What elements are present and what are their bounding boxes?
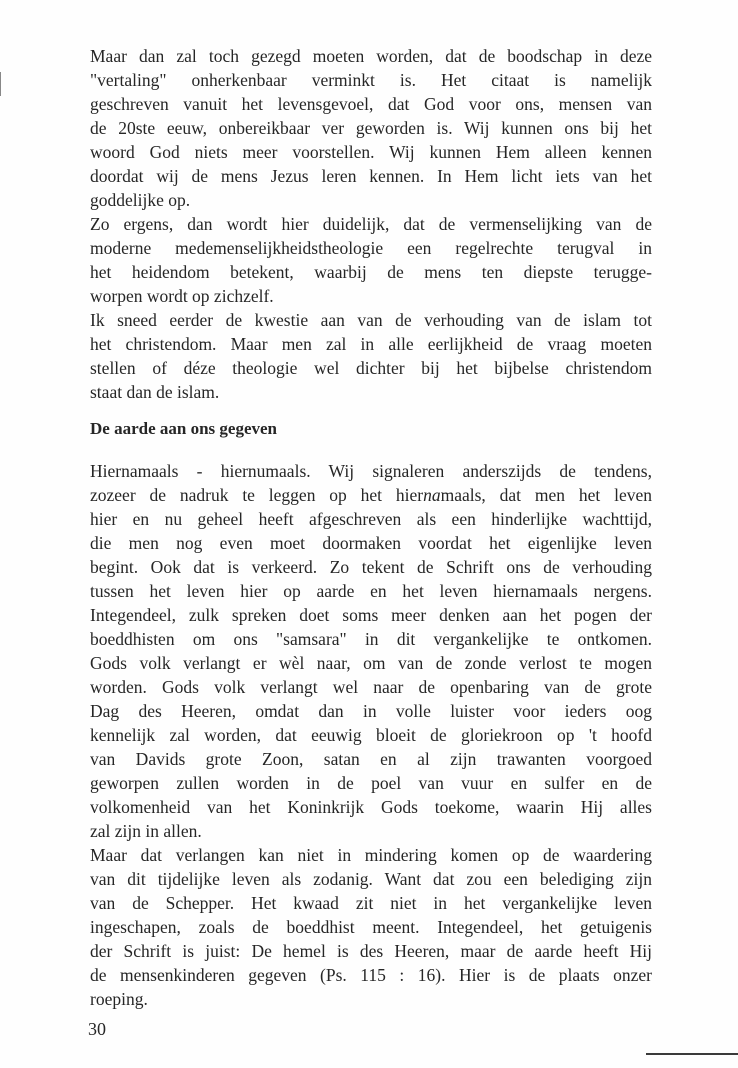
- body-text-line: woord God niets meer voorstellen. Wij kunnen Hem alleen kennen: [90, 142, 652, 162]
- body-text-line: Maar dat verlangen kan niet in mindering komen op de waardering: [90, 845, 652, 865]
- body-text-line: Ik sneed eerder de kwestie aan van de verhouding van de islam tot: [90, 310, 652, 330]
- body-text-line: van de Schepper. Het kwaad zit niet in het vergankelijke leven: [90, 893, 652, 913]
- body-text-line: het christendom. Maar men zal in alle eerlijkheid de vraag moeten: [90, 334, 652, 354]
- text-run: zozeer de nadruk te leggen op het hier: [90, 485, 424, 505]
- body-text-line: begint. Ook dat is verkeerd. Zo tekent de Schrift ons de verhouding: [90, 557, 652, 577]
- body-text-line: Gods volk verlangt er wèl naar, om van de zonde verlost te mogen: [90, 653, 652, 673]
- body-text-line: Maar dan zal toch gezegd moeten worden, dat de boodschap in deze: [90, 46, 652, 66]
- body-text-line: hier en nu geheel heeft afgeschreven als een hinderlijke wachttijd,: [90, 509, 652, 529]
- body-text-line: [90, 483, 652, 509]
- body-text-line: het heidendom betekent, waarbij de mens ten diepste terugge-: [90, 262, 652, 282]
- body-text-line: roeping.: [90, 989, 148, 1009]
- body-text-line: de 20ste eeuw, onbereikbaar ver geworden is. Wij kunnen ons bij het: [90, 118, 652, 138]
- body-text-line: worden. Gods volk verlangt wel naar de openbaring van de grote: [90, 677, 652, 697]
- body-text-line: Dag des Heeren, omdat dan in volle luister voor ieders oog: [90, 701, 652, 721]
- body-text-line: geworpen zullen worden in de poel van vuur en sulfer en de: [90, 773, 652, 793]
- body-text-line: van Davids grote Zoon, satan en al zijn trawanten voorgoed: [90, 749, 652, 769]
- body-text-line: de mensenkinderen gegeven (Ps. 115 : 16). Hier is de plaats onzer: [90, 965, 652, 985]
- text-run: maals, dat men het leven: [440, 485, 653, 505]
- body-text-line: geschreven vanuit het levensgevoel, dat God voor ons, mensen van: [90, 94, 652, 114]
- footer-rule: [646, 1053, 738, 1055]
- page-number: 30: [88, 1019, 106, 1039]
- body-text-line: Integendeel, zulk spreken doet soms meer denken aan het pogen der: [90, 605, 652, 625]
- body-text-line: staat dan de islam.: [90, 382, 220, 402]
- body-text-line: goddelijke op.: [90, 190, 191, 210]
- body-text-line: Hiernamaals - hiernumaals. Wij signaleren anderszijds de tendens,: [90, 461, 652, 481]
- body-text-line: der Schrift is juist: De hemel is des Heeren, maar de aarde heeft Hij: [90, 941, 652, 961]
- body-text-line: van dit tijdelijke leven als zodanig. Want dat zou een belediging zijn: [90, 869, 652, 889]
- body-text-line: ingeschapen, zoals de boeddhist meent. Integendeel, het getuigenis: [90, 917, 652, 937]
- body-text-line: boeddhisten om ons "samsara" in dit vergankelijke te ontkomen.: [90, 629, 652, 649]
- body-text-line: worpen wordt op zichzelf.: [90, 286, 274, 306]
- italic-emphasis: na: [423, 485, 441, 505]
- body-text-line: volkomenheid van het Koninkrijk Gods toekome, waarin Hij alles: [90, 797, 652, 817]
- body-text-line: Zo ergens, dan wordt hier duidelijk, dat de vermenselijking van de: [90, 214, 652, 234]
- body-text-line: moderne medemenselijkheidstheologie een regelrechte terugval in: [90, 238, 652, 258]
- section-heading: De aarde aan ons gegeven: [90, 419, 277, 438]
- body-text-line: tussen het leven hier op aarde en het leven hiernamaals nergens.: [90, 581, 652, 601]
- body-text-line: kennelijk zal worden, dat eeuwig bloeit de gloriekroon op 't hoofd: [90, 725, 652, 745]
- body-text-line: zal zijn in allen.: [90, 821, 202, 841]
- page-edge-mark: [0, 72, 1, 96]
- body-text-line: "vertaling" onherkenbaar verminkt is. Het citaat is namelijk: [90, 70, 652, 90]
- body-text-line: die men nog even moet doormaken voordat het eigenlijke leven: [90, 533, 652, 553]
- body-text-line: doordat wij de mens Jezus leren kennen. In Hem licht iets van het: [90, 166, 652, 186]
- body-text-line: stellen of déze theologie wel dichter bij het bijbelse christendom: [90, 358, 652, 378]
